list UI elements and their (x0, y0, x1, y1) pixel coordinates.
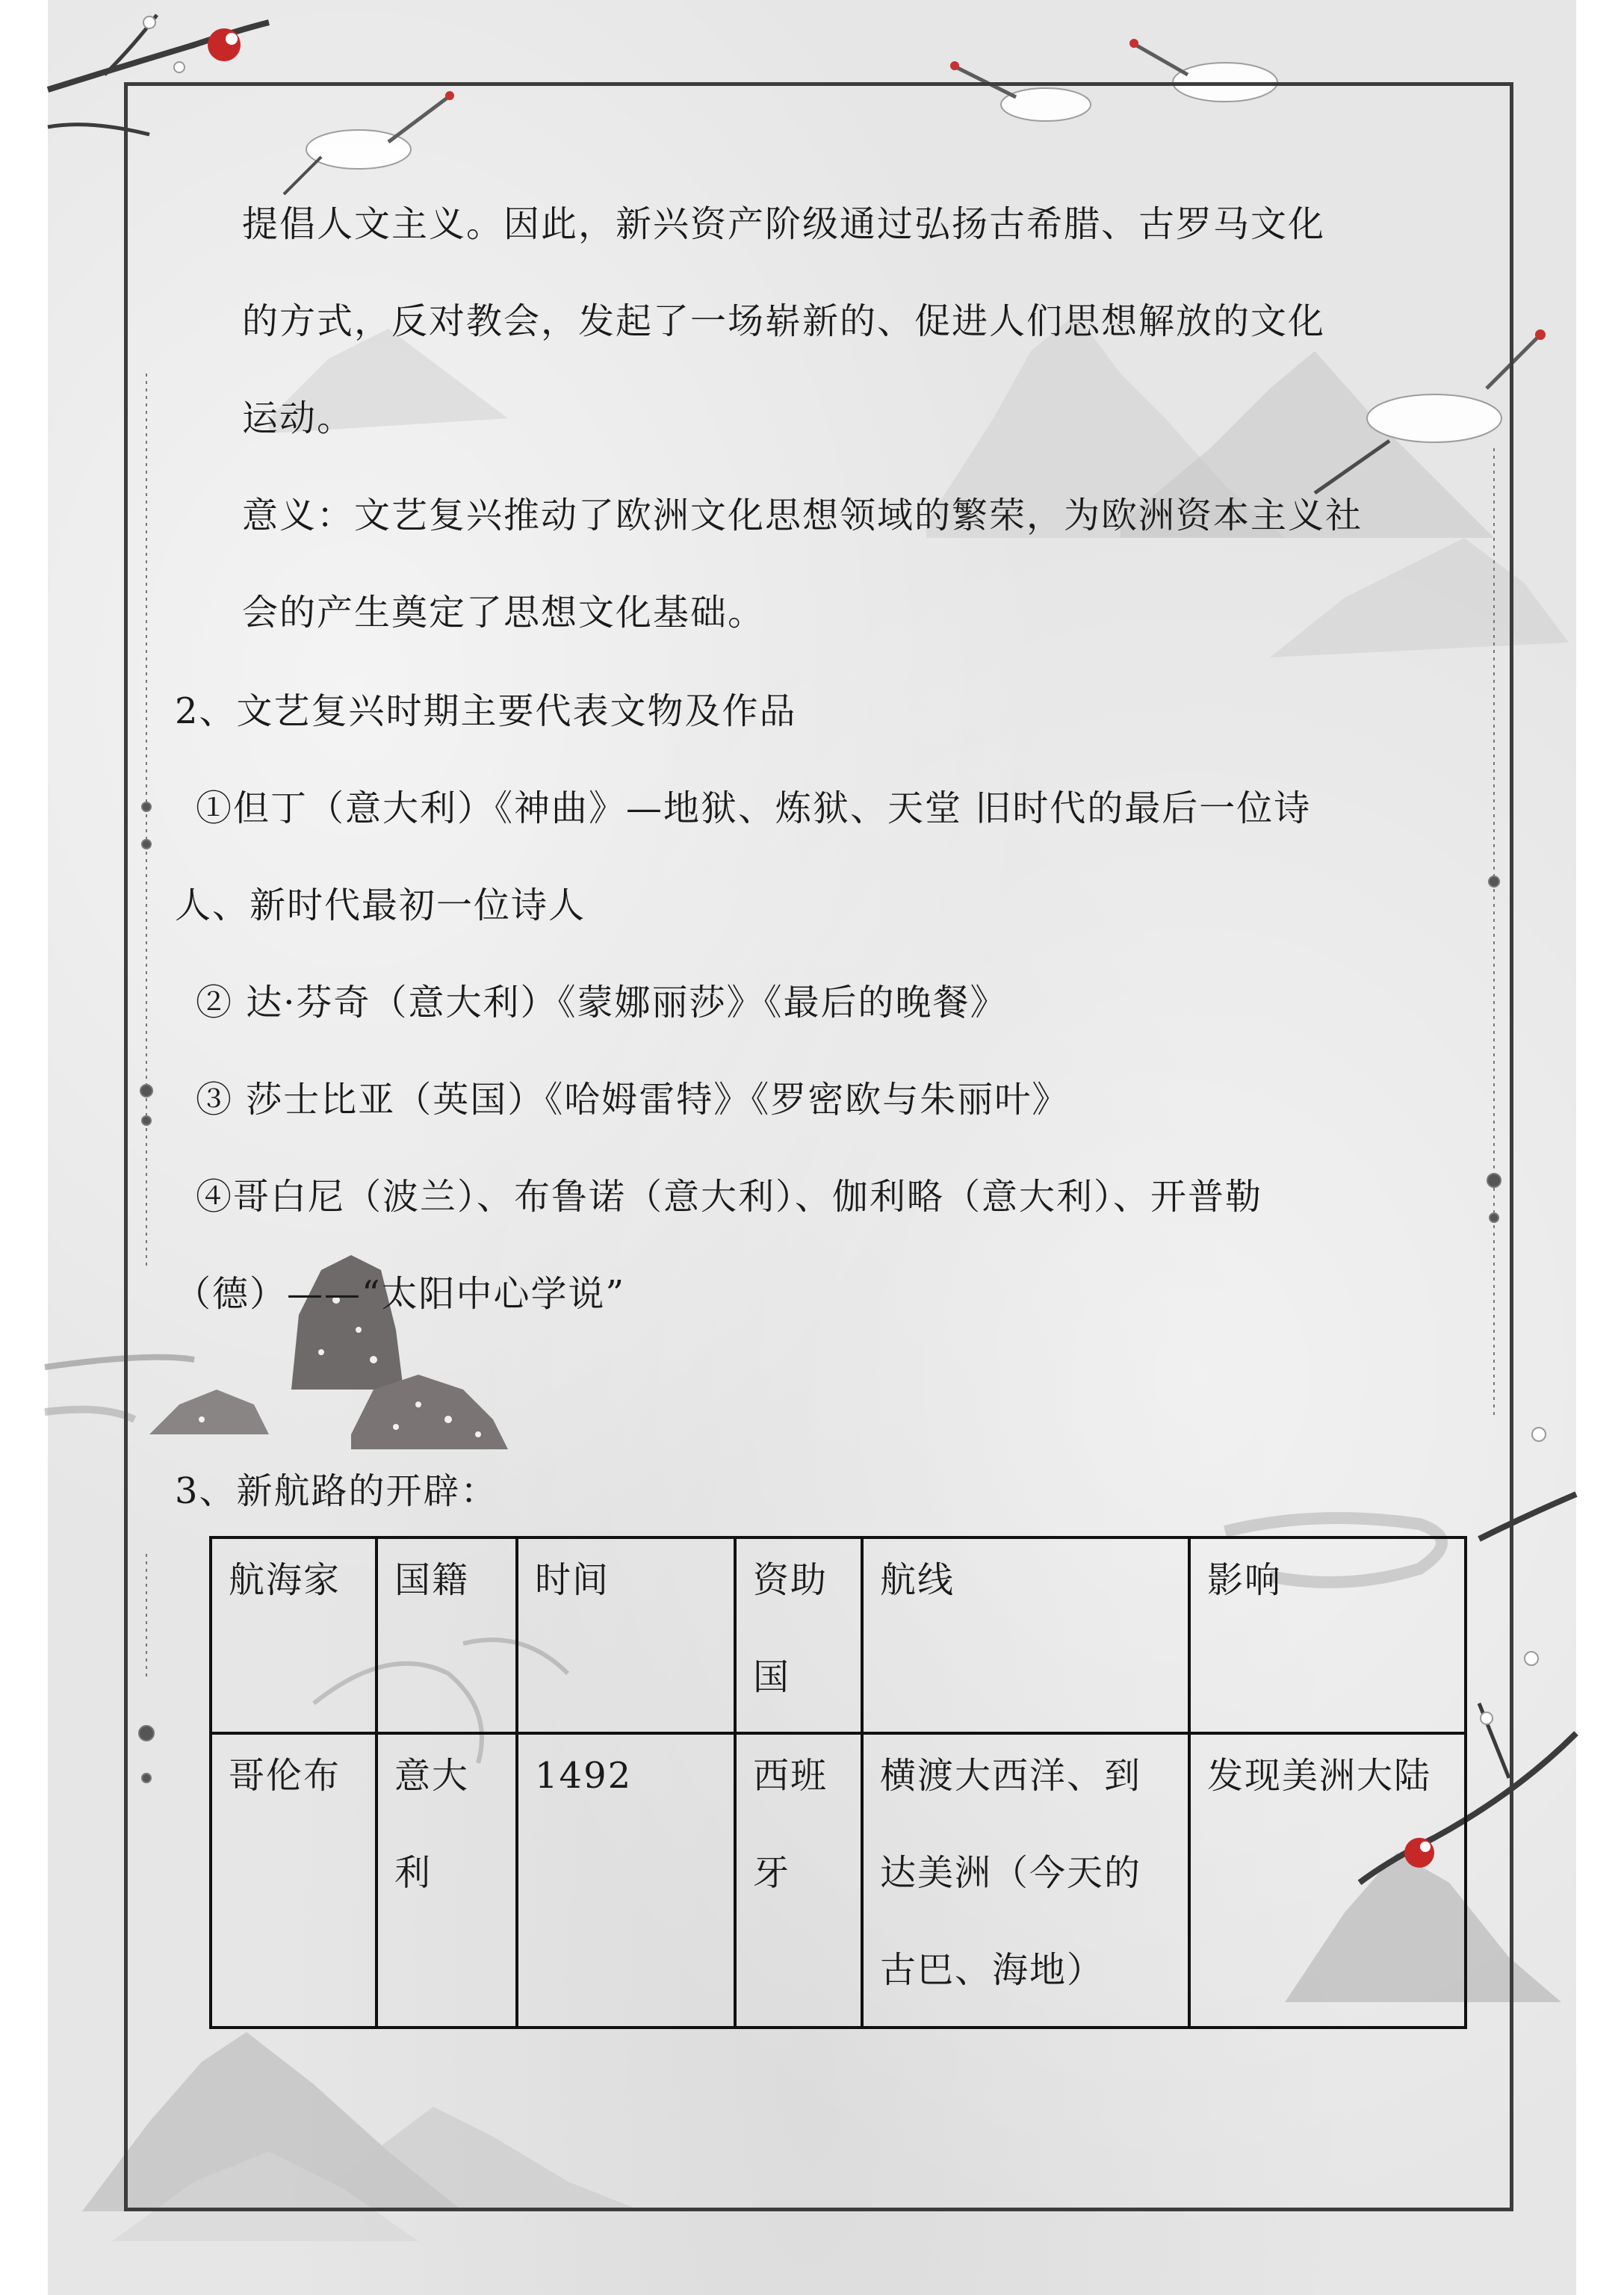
list-item: ①但丁（意大利）《神曲》—地狱、炼狱、天堂 旧时代的最后一位诗 (196, 787, 1312, 829)
paragraph-line: 会的产生奠定了思想文化基础。 (242, 592, 766, 634)
table-header-cell: 航海家 (211, 1537, 376, 1733)
list-item: ③ 莎士比亚（英国）《哈姆雷特》《罗密欧与朱丽叶》 (196, 1079, 1070, 1121)
list-item-continuation: 人、新时代最初一位诗人 (175, 885, 586, 926)
table-cell: 发现美洲大陆 (1189, 1733, 1466, 2028)
table-header-cell: 国籍 (376, 1537, 517, 1733)
table-header-row (211, 1537, 1466, 1733)
table-cell: 横渡大西洋、到达美洲（今天的古巴、海地） (862, 1733, 1189, 2028)
list-item: ④哥白尼（波兰）、布鲁诺（意大利）、伽利略（意大利）、开普勒 (196, 1176, 1263, 1218)
paragraph-line: 运动。 (242, 397, 355, 439)
table-cell: 1492 (517, 1733, 735, 2028)
list-item: ② 达·芬奇（意大利）《蒙娜丽莎》《最后的晚餐》 (196, 982, 1008, 1023)
list-item-continuation: （德）——“太阳中心学说” (175, 1273, 626, 1315)
table-header-cell: 时间 (517, 1537, 735, 1733)
table-cell: 西班牙 (735, 1733, 862, 2028)
section-heading: 2、文艺复兴时期主要代表文物及作品 (175, 690, 797, 732)
paragraph-line: 意义：文艺复兴推动了欧洲文化思想领域的繁荣，为欧洲资本主义社 (242, 495, 1363, 536)
paragraph-line: 的方式，反对教会，发起了一场崭新的、促进人们思想解放的文化 (242, 300, 1326, 342)
table-cell: 哥伦布 (211, 1733, 376, 2028)
voyage-table (209, 1536, 1467, 2029)
cloud-swirl (45, 1410, 134, 1419)
table-header-cell: 影响 (1189, 1537, 1466, 1733)
paragraph-line: 提倡人文主义。因此，新兴资产阶级通过弘扬古希腊、古罗马文化 (242, 203, 1326, 245)
section-heading: 3、新航路的开辟： (175, 1470, 498, 1512)
table-header-cell: 资助国 (735, 1537, 862, 1733)
table-cell: 意大利 (376, 1733, 517, 2028)
table-row (211, 1733, 1466, 2028)
table-header-cell: 航线 (862, 1537, 1189, 1733)
